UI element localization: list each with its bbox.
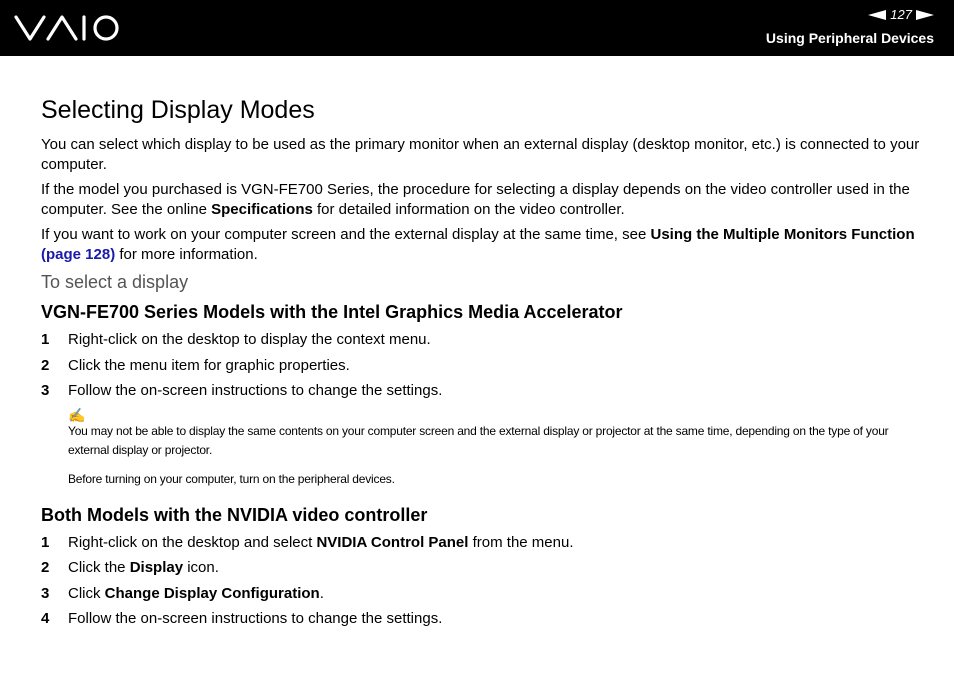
vaio-logo bbox=[14, 13, 122, 43]
list-item bbox=[41, 381, 921, 407]
nvidia-section-heading: Both Models with the NVIDIA video controller bbox=[41, 504, 428, 525]
step-number: 3 bbox=[41, 584, 50, 602]
note-text: Before turning on your computer, turn on the peripheral devices. bbox=[68, 471, 395, 486]
list-item bbox=[41, 330, 921, 356]
step-text: Right-click on the desktop to display the context menu. bbox=[68, 331, 431, 348]
note-block bbox=[68, 406, 921, 489]
step-text bbox=[68, 584, 324, 610]
list-item bbox=[41, 356, 921, 382]
step-text-part: from the menu. bbox=[468, 533, 574, 551]
nvidia-control-panel-term: NVIDIA Control Panel bbox=[316, 533, 469, 551]
step-number: 2 bbox=[41, 559, 50, 576]
model-paragraph-text: If the model you purchased is VGN-FE700 Series, the procedure for selecting a display depends on the video controller used in the computer. See the online bbox=[41, 181, 910, 218]
multiple-monitors-text-end: for more information. bbox=[115, 246, 258, 263]
step-text: Follow the on-screen instructions to change the settings. bbox=[68, 382, 443, 399]
step-text bbox=[68, 558, 219, 584]
list-item bbox=[41, 558, 921, 584]
intel-section-heading: VGN-FE700 Series Models with the Intel Graphics Media Accelerator bbox=[41, 302, 623, 322]
section-title: Using Peripheral Devices bbox=[765, 30, 934, 46]
previous-page-arrow-icon[interactable] bbox=[868, 10, 886, 20]
list-item bbox=[41, 533, 921, 559]
step-number: 4 bbox=[41, 610, 50, 627]
page-navigator bbox=[868, 7, 934, 22]
list-item bbox=[41, 609, 921, 635]
step-text: Follow the on-screen instructions to change the settings. bbox=[68, 610, 443, 627]
multiple-monitors-term: Using the Multiple Monitors Function bbox=[650, 226, 915, 243]
next-page-arrow-icon[interactable] bbox=[916, 10, 934, 20]
page-128-link[interactable]: (page 128) bbox=[41, 246, 116, 263]
change-display-configuration-term: Change Display Configuration bbox=[104, 584, 320, 602]
specifications-term: Specifications bbox=[211, 201, 313, 218]
page-title: Selecting Display Modes bbox=[41, 96, 315, 124]
step-text-part: Right-click on the desktop and select bbox=[68, 533, 317, 551]
step-number: 3 bbox=[41, 382, 50, 399]
step-number: 1 bbox=[41, 331, 50, 348]
model-paragraph-text-end: for detailed information on the video controller. bbox=[312, 201, 625, 218]
step-text bbox=[68, 533, 573, 559]
page-content bbox=[41, 95, 921, 635]
list-item bbox=[41, 584, 921, 610]
step-text-part: Click the bbox=[68, 559, 130, 576]
multiple-monitors-text: If you want to work on your computer screen and the external display at the same time, see bbox=[41, 226, 651, 243]
step-number: 2 bbox=[41, 356, 50, 374]
note-pencil-icon: ✍ bbox=[68, 406, 86, 423]
model-paragraph bbox=[41, 180, 921, 220]
multiple-monitors-paragraph bbox=[41, 225, 921, 265]
step-text-part: Click bbox=[68, 584, 105, 602]
step-text: Click the menu item for graphic properties. bbox=[68, 356, 350, 374]
step-text-part: . bbox=[319, 584, 324, 602]
note-text: You may not be able to display the same contents on your computer screen and the external display or projector at the same time, depending on the type of your external display or projector. bbox=[68, 423, 889, 457]
step-number: 1 bbox=[41, 533, 50, 551]
step-text-part: icon. bbox=[183, 559, 219, 576]
page-header bbox=[0, 0, 954, 56]
subtask-heading: To select a display bbox=[41, 272, 189, 292]
display-term: Display bbox=[129, 559, 184, 576]
intro-paragraph: You can select which display to be used as the primary monitor when an external display (desktop monitor, etc.) is connected to your computer. bbox=[41, 136, 920, 173]
page-number: 127 bbox=[890, 7, 912, 22]
